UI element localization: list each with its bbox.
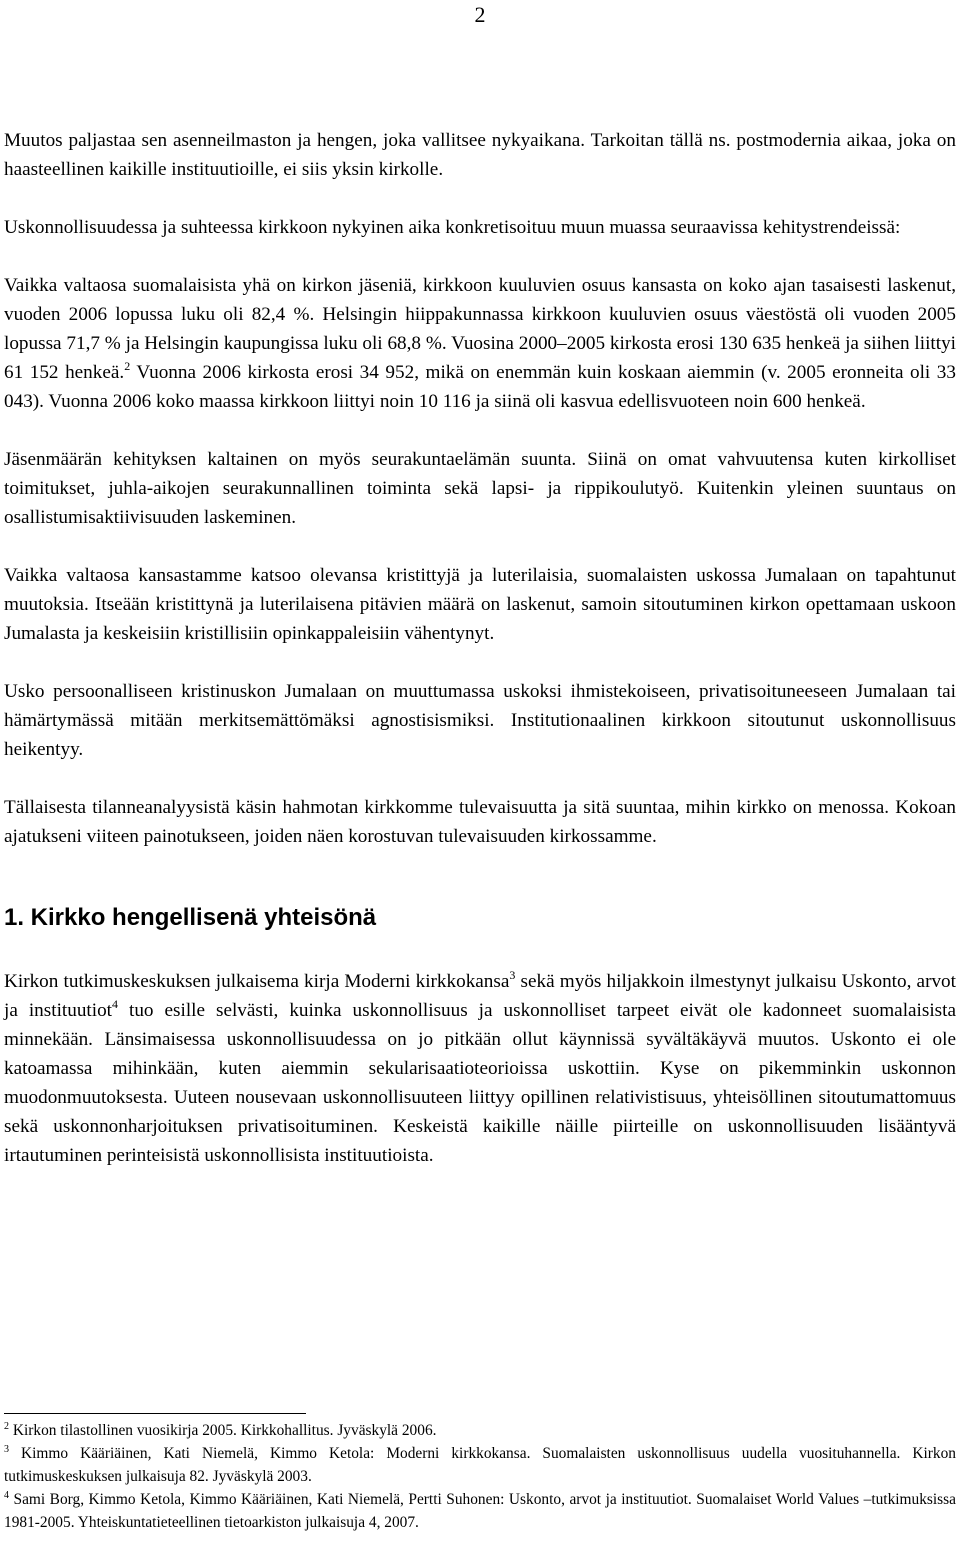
page-number: 2 xyxy=(474,2,486,27)
paragraph-trends-intro: Uskonnollisuudessa ja suhteessa kirkkoon nykyinen aika konkretisoituu muun muassa seuraavissa kehitystrendeissä: xyxy=(4,217,901,238)
footnotes xyxy=(4,1419,956,1534)
footnote-4 xyxy=(4,1488,956,1534)
paragraph-research xyxy=(4,967,956,1170)
paragraph-faith-change: Vaikka valtaosa kansastamme katsoo olevansa kristittyjä ja luterilaisia, suomalaisten uskossa Jumalaan on tapahtunut muutoksia. Itseään kristittynä ja luterilaisena pitävien määrä on laskenut, samoin sitoutuminen kirkon opettamaan uskoon Jumalasta ja keskeisiin kristillisiin opinkappaleisiin vähentynyt. xyxy=(4,565,956,644)
footnote-number: 4 xyxy=(4,1490,9,1501)
footnote-text: Kirkon tilastollinen vuosikirja 2005. Kirkkohallitus. Jyväskylä 2006. xyxy=(12,1422,437,1439)
paragraph-text: sekä myös hiljakkoin ilmestynyt julkaisu Uskonto, arvot ja instituutiot xyxy=(4,971,956,1021)
paragraph-parish-life: Jäsenmäärän kehityksen kaltainen on myös seurakuntaelämän suunta. Siinä on omat vahvuutensa kuten kirkolliset toimitukset, juhla-aikojen seurakunnallinen toiminta sekä lapsi- ja rippikoulutyö. Kuitenkin yleinen suuntaus on osallistumisaktiivisuuden laskeminen. xyxy=(4,449,956,528)
paragraph-intro: Muutos paljastaa sen asenneilmaston ja hengen, joka vallitsee nykyaikana. Tarkoitan tällä ns. postmodernia aikaa, joka on haasteellinen kaikille instituutioille, ei siis yksin kirkolle. xyxy=(4,130,956,180)
footnote-number: 2 xyxy=(4,1421,9,1432)
footnote-text: Sami Borg, Kimmo Ketola, Kimmo Kääriäinen, Kati Niemelä, Pertti Suhonen: Uskonto, arvot ja instituutiot. Suomalaiset World Values –tutkimuksissa 1981-2005. Yhteiskuntatieteellinen tietoarkiston julkaisuja 4, 2007. xyxy=(4,1491,956,1531)
footnote-ref-3: 3 xyxy=(509,968,516,982)
footnote-ref-2: 2 xyxy=(124,359,131,373)
body-text xyxy=(4,126,956,1170)
paragraph-analysis: Tällaisesta tilanneanalyysistä käsin hahmotan kirkkomme tulevaisuutta ja sitä suuntaa, mihin kirkko on menossa. Kokoan ajatukseni viiteen painotukseen, joiden näen korostuvan tulevaisuuden kirkossamme. xyxy=(4,797,956,847)
section-heading: 1. Kirkko hengellisenä yhteisönä xyxy=(4,904,377,931)
footnote-text: Kimmo Kääriäinen, Kati Niemelä, Kimmo Ketola: Moderni kirkkokansa. Suomalaisten uskonnollisuus uudella vuosituhannella. Kirkon tutkimuskeskuksen julkaisuja 82. Jyväskylä 2003. xyxy=(4,1445,956,1485)
footnote-number: 3 xyxy=(4,1444,9,1455)
paragraph-text: Kirkon tutkimuskeskuksen julkaisema kirja Moderni kirkkokansa xyxy=(4,971,510,992)
footnote-separator xyxy=(4,1413,306,1414)
paragraph-membership xyxy=(4,271,956,416)
footnote-ref-4: 4 xyxy=(112,997,118,1011)
paragraph-text: Vuonna 2006 kirkosta erosi 34 952, mikä on enemmän kuin koskaan aiemmin (v. 2005 eronneita oli 33 043). Vuonna 2006 koko maassa kirkkoon liittyi noin 10 116 ja siinä oli kasvua edellisvuoteen noin 600 henkeä. xyxy=(4,362,956,412)
footnote-3 xyxy=(4,1442,956,1488)
footnote-2 xyxy=(4,1419,956,1442)
paragraph-personal-god: Usko persoonalliseen kristinuskon Jumalaan on muuttumassa uskoksi ihmistekoiseen, privatisoituneeseen Jumalaan tai hämärtymässä mitään merkitsemättömäksi agnostisismiksi. Institutionaalinen kirkkoon sitoutunut uskonnollisuus heikentyy. xyxy=(4,681,956,760)
paragraph-text: Vaikka valtaosa suomalaisista yhä on kirkon jäseniä, kirkkoon kuuluvien osuus kansasta on koko ajan tasaisesti laskenut, vuoden 2006 lopussa luku oli 82,4 %. Helsingin hiippakunnassa kirkkoon kuuluvien osuus väestöstä oli vuoden 2005 lopussa 71,7 % ja Helsingin kaupungissa luku oli 68,8 %. Vuosina 2000–2005 kirkosta erosi 130 635 henkeä ja siihen liittyi 61 152 henkeä. xyxy=(4,275,956,383)
paragraph-text: tuo esille selvästi, kuinka uskonnollisuus ja uskonnolliset tarpeet eivät ole kadonneet suomalaisista minnekään. Länsimaisessa uskonnollisuudessa on jo pitkään ollut käynnissä syvältäkäyvä muutos. Uskonto ei ole katoamassa mihinkään, kuten aiemmin sekularisaatioteorioissa uskottiin. Kyse on pikemminkin uskonnon muodonmuutoksesta. Uuteen nousevaan uskonnollisuuteen liittyy opillinen relativistisuus, yhteisöllinen sitoutumattomuus sekä uskonnonharjoituksen privatisoituminen. Keskeistä kaikille näille piirteille on uskonnollisuuden lisääntyvä irtautuminen perinteisistä uskonnollisista instituutioista. xyxy=(4,1000,956,1166)
